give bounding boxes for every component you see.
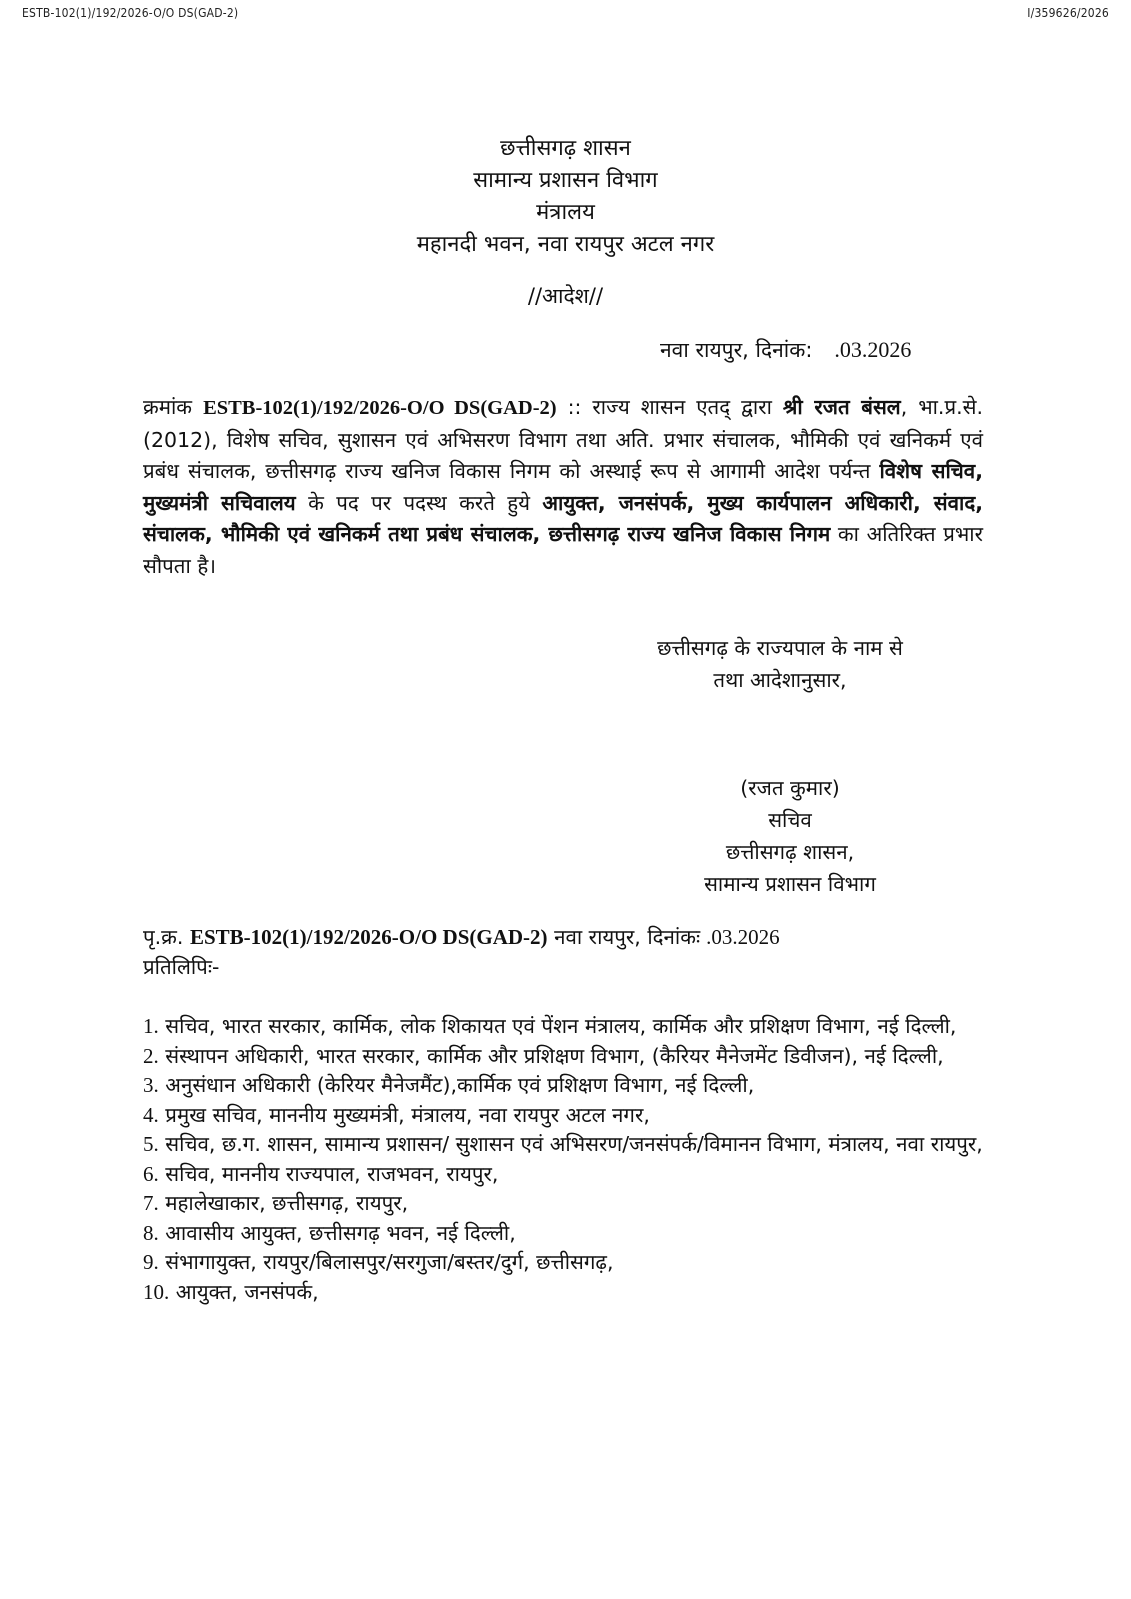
- endorsement-prefix: पृ.क्र.: [143, 925, 184, 949]
- dateline-place: नवा रायपुर, दिनांक:: [660, 338, 813, 362]
- copy-to-item: [143, 1042, 983, 1072]
- copy-to-item-text: महालेखाकार, छत्तीसगढ़, रायपुर,: [165, 1191, 409, 1215]
- header-receipt-number: I/359626/2026: [1027, 6, 1109, 20]
- copy-to-item-text: संभागायुक्त, रायपुर/बिलासपुर/सरगुजा/बस्तर/दुर्ग, छत्तीसगढ़,: [165, 1250, 614, 1274]
- copy-to-item-number: 1.: [143, 1014, 159, 1038]
- copy-to-item-text: प्रमुख सचिव, माननीय मुख्यमंत्री, मंत्रालय, नवा रायपुर अटल नगर,: [165, 1102, 650, 1127]
- copy-to-item: [143, 1160, 983, 1190]
- endorsement-block: [143, 922, 780, 982]
- order-end-text: का अतिरिक्त प्रभार सौपता है।: [143, 522, 983, 578]
- letterhead: [0, 133, 1131, 261]
- header-file-reference: ESTB-102(1)/192/2026-O/O DS(GAD-2): [22, 6, 239, 20]
- new-post: विशेष सचिव, मुख्यमंत्री सचिवालय: [143, 459, 983, 515]
- order-number: ESTB-102(1)/192/2026-O/O DS(GAD-2): [203, 397, 557, 419]
- copy-to-item-text: आवासीय आयुक्त, छत्तीसगढ़ भवन, नई दिल्ली,: [165, 1220, 516, 1245]
- copy-to-item-text: सचिव, छ.ग. शासन, सामान्य प्रशासन/ सुशासन एवं अभिसरण/जनसंपर्क/विमानन विभाग, मंत्रालय, नवा रायपुर,: [165, 1132, 983, 1156]
- signatory-org-2: सामान्य प्रशासन विभाग: [704, 872, 876, 896]
- endorsement-place: नवा रायपुर, दिनांकः: [554, 925, 701, 949]
- dateline-date: .03.2026: [834, 337, 912, 362]
- copy-label: प्रतिलिपिः-: [143, 955, 220, 979]
- copy-to-item-number: 6.: [143, 1161, 159, 1186]
- officer-details: , भा.प्र.से.(2012), विशेष सचिव, सुशासन एवं अभिसरण विभाग तथा अति. प्रभार संचालक, भौमिकी एवं खनिकर्म एवं प्रबंध संचालक, छत्तीसगढ़ राज्य खनिज विकास निगम को अस्थाई रूप से आगामी आदेश पर्यन्त: [143, 395, 984, 483]
- copy-to-item-number: 7.: [143, 1191, 159, 1215]
- copy-to-list: [143, 1012, 983, 1307]
- endorsement-line: [143, 922, 780, 952]
- authority-line-2: तथा आदेशानुसार,: [713, 668, 847, 692]
- copy-to-item-text: आयुक्त, जनसंपर्क,: [175, 1279, 319, 1304]
- letterhead-address: महानदी भवन, नवा रायपुर अटल नगर: [416, 232, 715, 257]
- copy-to-item-number: 8.: [143, 1220, 159, 1245]
- copy-to-item: [143, 1071, 983, 1101]
- copy-to-item-text: अनुसंधान अधिकारी (केरियर मैनेजमैंट),कार्मिक एवं प्रशिक्षण विभाग, नई दिल्ली,: [165, 1073, 755, 1097]
- copy-to-item-number: 9.: [143, 1250, 159, 1274]
- copy-to-item: [143, 1248, 983, 1278]
- copy-to-item: [143, 1189, 983, 1219]
- copy-to-item-text: संस्थापन अधिकारी, भारत सरकार, कार्मिक और प्रशिक्षण विभाग, (कैरियर मैनेजमेंट डिवीजन), नई दिल्ली,: [165, 1043, 944, 1068]
- copy-to-item-number: 5.: [143, 1132, 159, 1156]
- kramank-label: क्रमांक: [143, 395, 193, 419]
- posting-text: के पद पर पदस्थ करते हुये: [295, 490, 543, 515]
- copy-to-item-number: 10.: [143, 1279, 170, 1304]
- signatory-name: (रजत कुमार): [740, 776, 840, 800]
- letterhead-government: छत्तीसगढ़ शासन: [500, 136, 631, 161]
- copy-to-item-number: 4.: [143, 1102, 159, 1127]
- copy-to-item: [143, 1130, 983, 1160]
- signatory-org-1: छत्तीसगढ़ शासन,: [725, 840, 855, 864]
- additional-charge: आयुक्त, जनसंपर्क, मुख्य कार्यपालन अधिकारी, संवाद, संचालक, भौमिकी एवं खनिकर्म तथा प्रबंध संचालक, छत्तीसगढ़ राज्य खनिज विकास निगम: [143, 490, 983, 546]
- copy-to-item-number: 3.: [143, 1073, 159, 1097]
- signatory-designation: सचिव: [768, 808, 812, 832]
- copy-to-item-text: सचिव, माननीय राज्यपाल, राजभवन, रायपुर,: [165, 1161, 499, 1186]
- copy-to-item: [143, 1219, 983, 1249]
- authority-block: [620, 632, 940, 696]
- authority-line-1: छत्तीसगढ़ के राज्यपाल के नाम से: [657, 636, 903, 660]
- order-intro-text: :: राज्य शासन एतद् द्वारा: [556, 395, 783, 419]
- copy-to-item: [143, 1278, 983, 1308]
- order-title: //आदेश//: [527, 284, 604, 308]
- endorsement-date: .03.2026: [706, 925, 780, 949]
- signatory-block: [650, 772, 930, 900]
- copy-to-item: [143, 1101, 983, 1131]
- order-dateline: [660, 336, 911, 364]
- copy-to-item-number: 2.: [143, 1043, 159, 1068]
- letterhead-department: सामान्य प्रशासन विभाग: [473, 168, 658, 193]
- copy-to-item-text: सचिव, भारत सरकार, कार्मिक, लोक शिकायत एवं पेंशन मंत्रालय, कार्मिक और प्रशिक्षण विभाग, नई दिल्ली,: [165, 1014, 957, 1038]
- officer-name: श्री रजत बंसल: [782, 395, 901, 419]
- copy-to-item: [143, 1012, 983, 1042]
- letterhead-ministry: मंत्रालय: [536, 200, 595, 225]
- endorsement-ref-number: ESTB-102(1)/192/2026-O/O DS(GAD-2): [189, 925, 548, 949]
- order-paragraph: [143, 392, 983, 582]
